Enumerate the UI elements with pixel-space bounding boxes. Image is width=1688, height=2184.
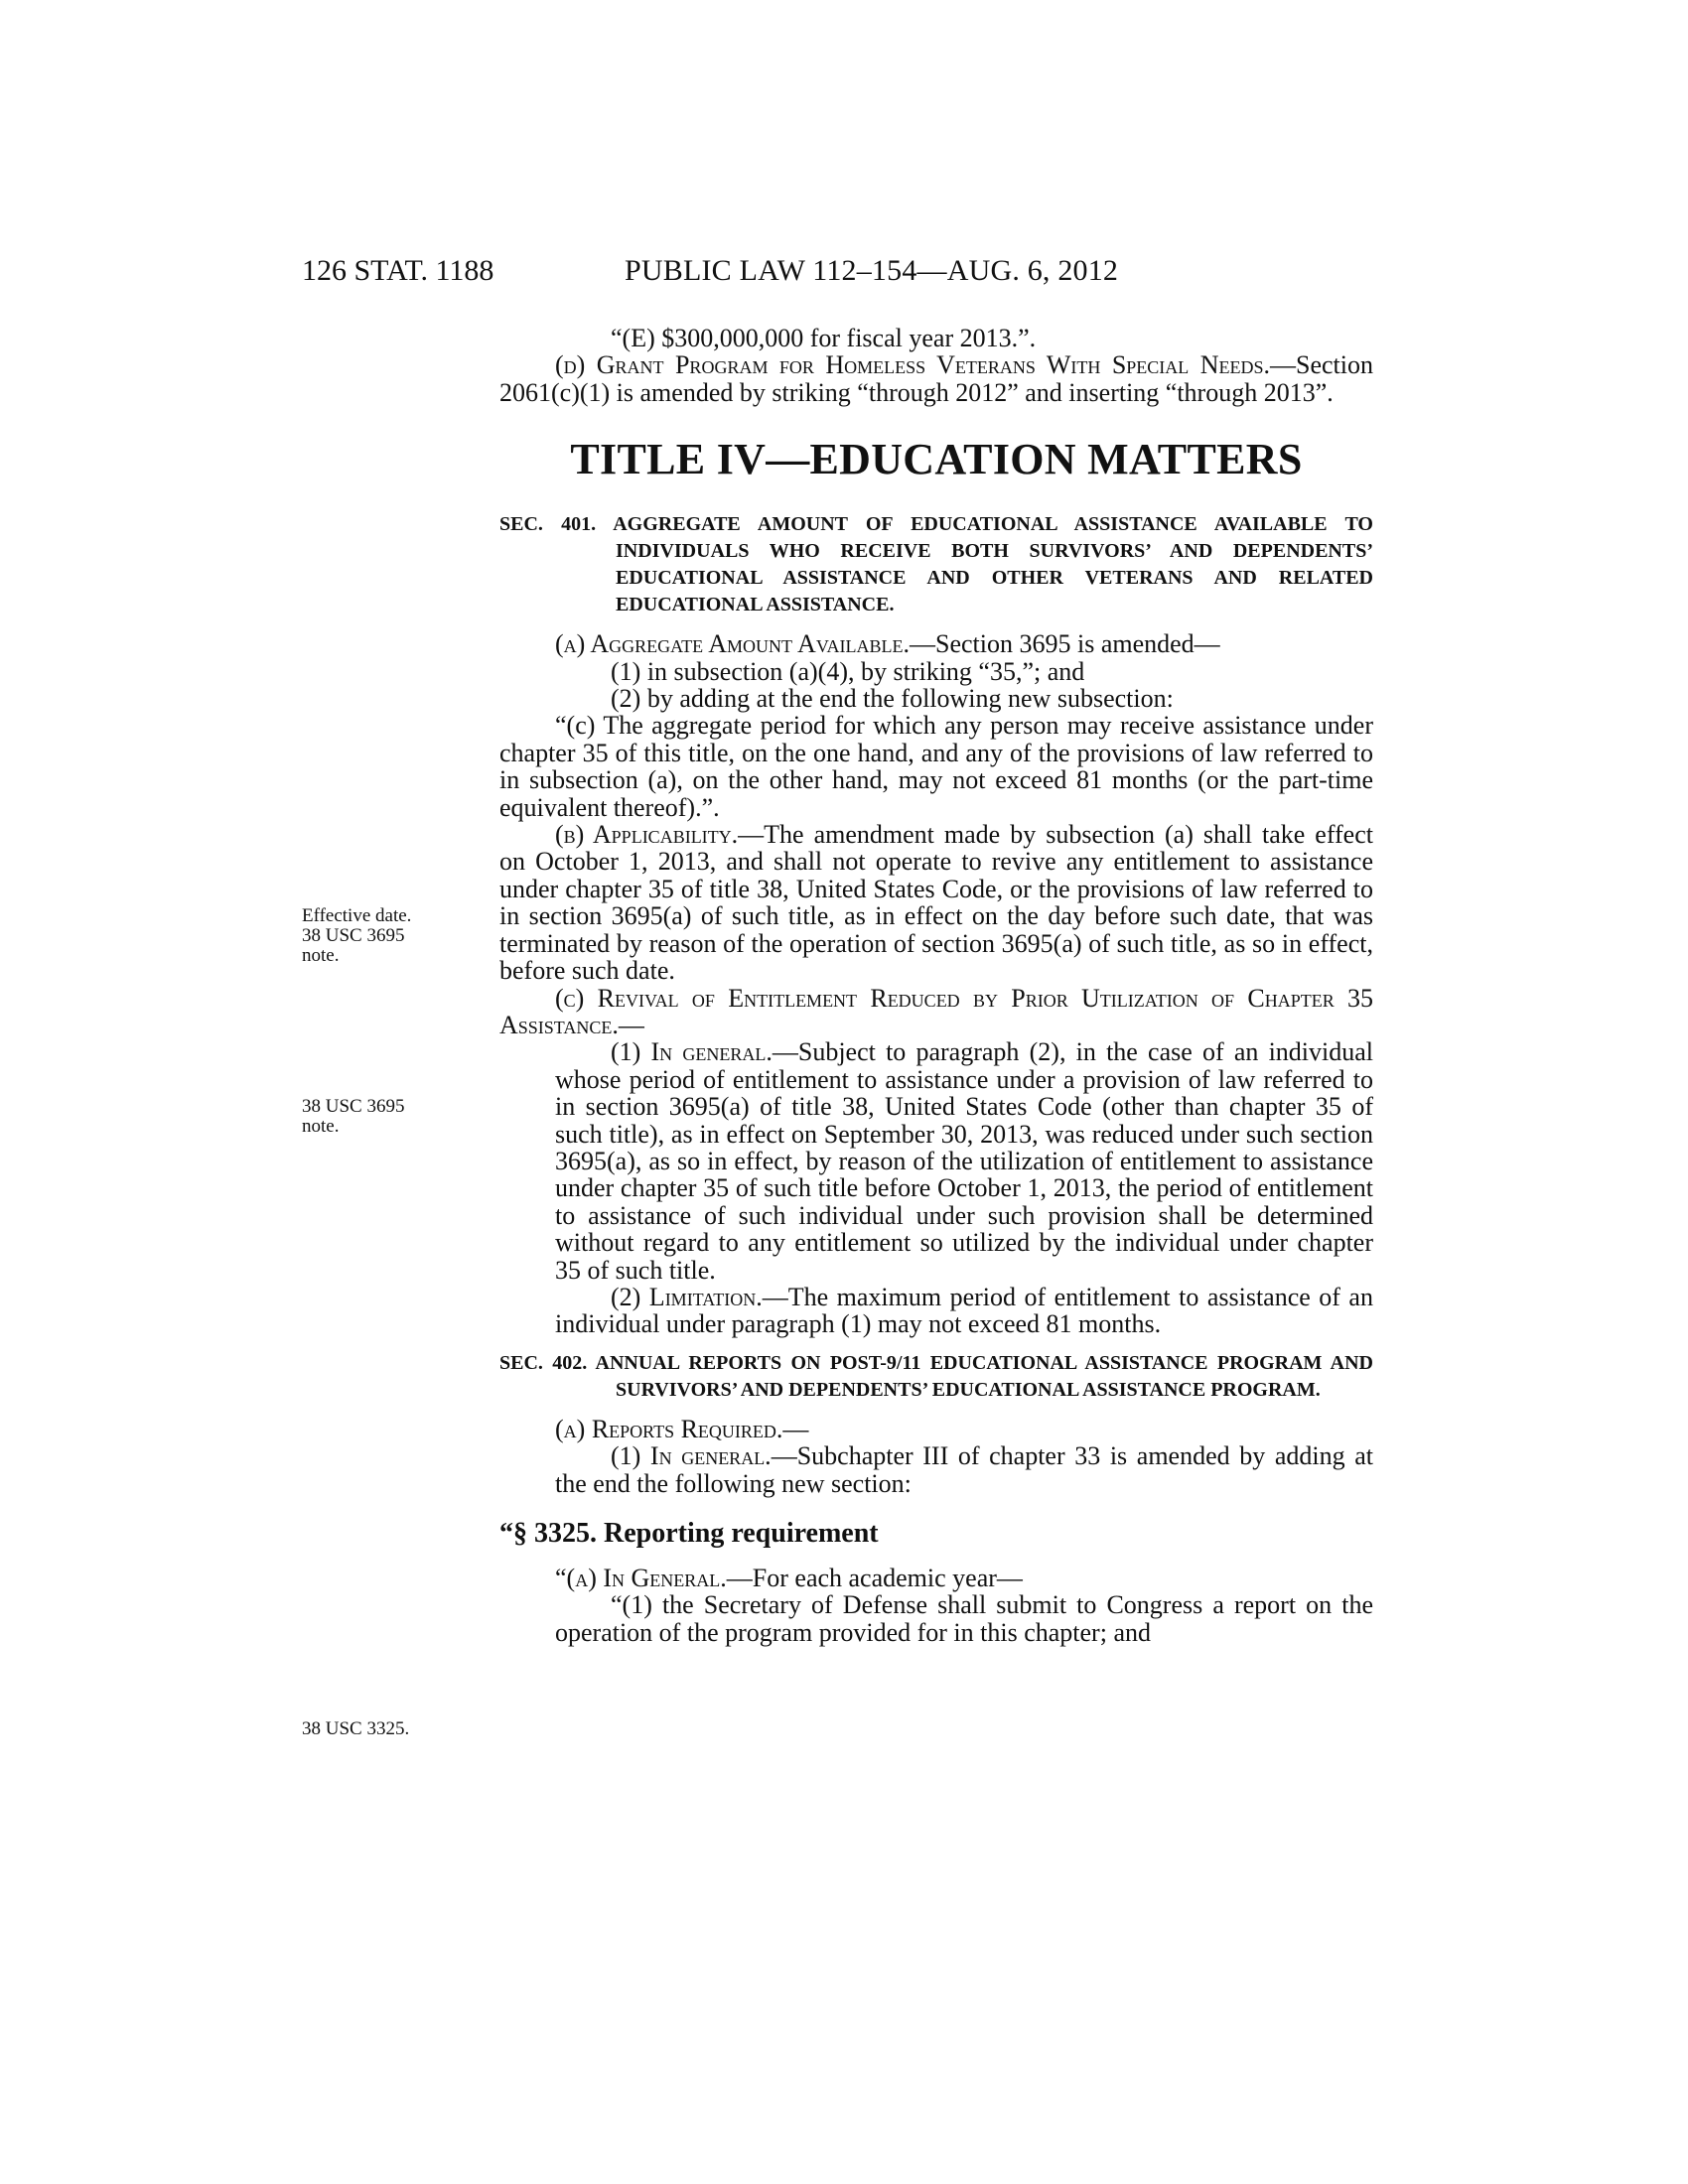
document-body xyxy=(499,325,1373,1646)
paragraph-text: — xyxy=(782,1414,809,1443)
paragraph-401a xyxy=(499,630,1373,657)
paragraph-text: —Subject to paragraph (2), in the case of an individual whose period of entitlement to assistance under a provision of law referred to in section 3695(a) of title 38, United States Code (other than chapter 35 of such title), as in effect on September 30, 2013, was reduced under such section 3695(a), as so in effect, by reason of the utilization of entitlement to assistance under chapter 35 of such title before October 1, 2013, the period of entitlement to assistance of such individual under such provision shall be determined without regard to any entitlement so utilized by the individual under chapter 35 of such title. xyxy=(555,1037,1373,1285)
margin-note-usc-3325 xyxy=(302,1719,451,1739)
title-heading: TITLE IV—EDUCATION MATTERS xyxy=(570,435,1303,484)
paragraph-heading: “(a) In General. xyxy=(555,1564,727,1592)
paragraph-3325a xyxy=(499,1565,1373,1591)
paragraph-heading: (c) Revival of Entitlement Reduced by Prior Utilization of Chapter 35 Assistance. xyxy=(499,983,1373,1039)
margin-note-line: note. xyxy=(302,1116,340,1137)
paragraph-3325a1: “(1) the Secretary of Defense shall submit to Congress a report on the operation of the program provided for in this chapter; and xyxy=(555,1590,1373,1647)
paragraph-text: —Section 2061(c)(1) is amended by striking “through 2012” and inserting “through 2013”. xyxy=(499,350,1373,407)
paragraph-402a xyxy=(499,1416,1373,1442)
paragraph-heading: (d) Grant Program for Homeless Veterans With Special Needs. xyxy=(555,350,1270,380)
paragraph-401c xyxy=(499,985,1373,1039)
public-law-citation: PUBLIC LAW 112–154—AUG. 6, 2012 xyxy=(625,254,1119,287)
paragraph-heading: (b) Applicability. xyxy=(555,820,739,850)
paragraph-401c2 xyxy=(499,1284,1373,1338)
paragraph-402a1 xyxy=(499,1442,1373,1497)
paragraph-heading: (1) In general. xyxy=(611,1441,772,1471)
margin-note-line: 38 USC 3325. xyxy=(302,1718,410,1739)
section-401-heading: SEC. 401. AGGREGATE AMOUNT OF EDUCATIONAL ASSISTANCE AVAILABLE TO INDIVIDUALS WHO RECEIVE BOTH SURVIVORS’ AND DEPENDENTS’ EDUCATIONAL ASSISTANCE AND OTHER VETERANS AND RELATED EDUCATIONAL ASSISTANCE. xyxy=(499,513,1373,616)
statute-page-number: 126 STAT. 1188 xyxy=(302,254,494,287)
margin-note-effective-date xyxy=(302,906,451,966)
margin-note-line: 38 USC 3695 xyxy=(302,1096,405,1117)
margin-note-line: 38 USC 3695 xyxy=(302,925,405,946)
paragraph-text: —The amendment made by subsection (a) shall take effect on October 1, 2013, and shall not operate to revive any entitlement to assistance under chapter 35 of title 38, United States Code, or the provisions of law referred to in section 3695(a) of such title, as in effect on the day before such date, that was terminated by reason of the operation of section 3695(a) of such title, as so in effect, before such date. xyxy=(499,820,1373,986)
paragraph-401a2: (2) by adding at the end the following new subsection: xyxy=(611,684,1174,714)
paragraph-401b xyxy=(499,821,1373,984)
paragraph-text: —For each academic year— xyxy=(726,1564,1023,1592)
paragraph-heading: (a) Reports Required. xyxy=(555,1414,783,1443)
paragraph-401a1: (1) in subsection (a)(4), by striking “35,”; and xyxy=(611,656,1085,686)
paragraph-d xyxy=(499,351,1373,406)
paragraph-heading: (a) Aggregate Amount Available. xyxy=(555,629,910,659)
paragraph-text: —Subchapter III of chapter 33 is amended by adding at the end the following new section: xyxy=(555,1441,1373,1498)
margin-note-line: note. xyxy=(302,945,340,966)
paragraph-heading: (1) In general. xyxy=(611,1037,773,1067)
paragraph-text: —The maximum period of entitlement to assistance of an individual under paragraph (1) may not exceed 81 months. xyxy=(555,1282,1373,1339)
paragraph-text: — xyxy=(618,1010,644,1039)
margin-note-usc-3695 xyxy=(302,1097,451,1137)
paragraph-401c1 xyxy=(499,1038,1373,1284)
section-402-heading: SEC. 402. ANNUAL REPORTS ON POST-9/11 EDUCATIONAL ASSISTANCE PROGRAM AND SURVIVORS’ AND DEPENDENTS’ EDUCATIONAL ASSISTANCE PROGRAM. xyxy=(499,1351,1373,1401)
margin-note-line: Effective date. xyxy=(302,905,412,926)
paragraph-401a-quote: “(c) The aggregate period for which any person may receive assistance under chapter 35 of this title, on the one hand, and any of the provisions of law referred to in subsection (a), on the other hand, may not exceed 81 months (or the part-time equivalent thereof).”. xyxy=(499,711,1373,822)
section-3325-heading: “§ 3325. Reporting requirement xyxy=(499,1518,879,1549)
paragraph-text: —Section 3695 is amended— xyxy=(910,629,1220,659)
paragraph-heading: (2) Limitation. xyxy=(611,1282,763,1311)
paragraph-e: “(E) $300,000,000 for fiscal year 2013.”. xyxy=(611,324,1037,352)
